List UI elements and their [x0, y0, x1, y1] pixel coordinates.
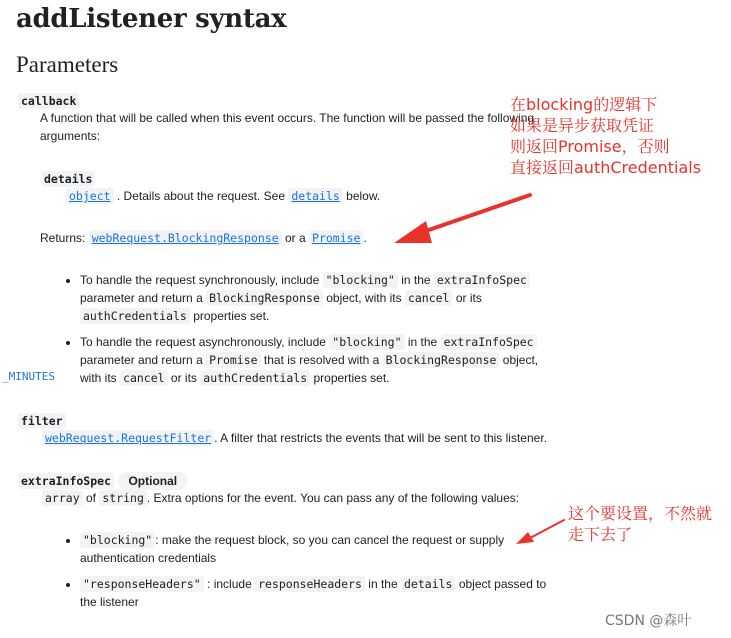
sync-text-l2a: parameter and return a: [80, 291, 203, 305]
extra-code-responseheaders-field: responseHeaders: [255, 576, 365, 592]
async-text-b: in the: [407, 335, 438, 349]
async-text-l3a: with its: [80, 371, 117, 385]
filter-desc: . A filter that restricts the events that will be sent to this listener.: [214, 431, 547, 445]
filter-name: filter: [18, 413, 66, 429]
extra-b2-d: the listener: [80, 595, 139, 609]
sync-bullet: [80, 271, 530, 325]
details-desc-b: below.: [346, 189, 381, 203]
sync-text-l2c: or its: [455, 291, 482, 305]
returns-line: [40, 229, 367, 247]
callback-desc-line2: arguments:: [40, 129, 101, 143]
promise-link[interactable]: Promise: [309, 230, 363, 246]
returns-or: or a: [284, 231, 306, 245]
sidebar-fragment-label[interactable]: _MINUTES: [2, 370, 55, 383]
filter-param-name: [18, 412, 66, 430]
note2-line2: 走下去了: [568, 525, 633, 544]
async-text-l2c: object,: [502, 353, 539, 367]
array-type: array: [42, 490, 83, 506]
note1-line3: 则返回Promise，否则: [510, 137, 670, 156]
annotation-note-2: [568, 503, 712, 545]
callback-param-name: [18, 92, 79, 110]
annotation-arrow-1-icon: [380, 185, 540, 255]
bullet-dot: [66, 279, 70, 283]
sync-text-b: in the: [401, 273, 431, 287]
sync-text-a: To handle the request synchronously, include: [80, 273, 320, 287]
string-type: string: [99, 490, 147, 506]
extra-b1-a: : make the request block, so you can cancel the request or supply: [155, 533, 505, 547]
sync-text-l3: properties set.: [193, 309, 270, 323]
extra-b2-a: : include: [207, 577, 252, 591]
note1-line1: 在blocking的逻辑下: [510, 95, 658, 114]
async-text-l2b: that is resolved with a: [263, 353, 380, 367]
async-text-l3b: or its: [170, 371, 197, 385]
details-link[interactable]: details: [288, 188, 342, 204]
bullet-dot: [66, 341, 70, 345]
extra-code-details: details: [401, 576, 455, 592]
details-desc-a: . Details about the request. See: [116, 189, 285, 203]
async-code-cancel: cancel: [120, 370, 168, 386]
async-bullet: [80, 333, 538, 387]
callback-description: [40, 109, 540, 145]
note1-line2: 如果是异步获取凭证: [510, 116, 655, 135]
extrainfospec-name: extraInfoSpec: [18, 473, 114, 489]
annotation-note-1: [510, 94, 701, 178]
extrainfospec-description: [42, 489, 519, 507]
sync-code-extrainfospec: extraInfoSpec: [434, 272, 530, 288]
bullet-dot: [66, 539, 70, 543]
page-title: addListener syntax: [16, 4, 287, 34]
optional-badge: Optional: [118, 472, 187, 490]
extra-b1-b: authentication credentials: [80, 551, 217, 565]
note2-line1: 这个要设置，不然就: [568, 504, 713, 523]
async-code-blocking: "blocking": [329, 334, 404, 350]
sync-code-authcredentials: authCredentials: [80, 308, 190, 324]
extra-code-responseheaders: "responseHeaders": [80, 576, 204, 592]
blocking-response-link[interactable]: webRequest.BlockingResponse: [89, 230, 282, 246]
async-text-a: To handle the request asynchronously, include: [80, 335, 326, 349]
returns-end: .: [363, 231, 367, 245]
sync-code-cancel: cancel: [405, 290, 453, 306]
async-code-authcredentials: authCredentials: [200, 370, 310, 386]
sync-code-blockingresponse: BlockingResponse: [206, 290, 323, 306]
of-text: of: [85, 491, 96, 505]
extra-code-blocking: "blocking": [80, 532, 155, 548]
async-code-extrainfospec: extraInfoSpec: [441, 334, 537, 350]
annotation-arrow-2-icon: [512, 516, 568, 548]
extra-bullet-blocking: [80, 531, 504, 567]
note1-line4: 直接返回authCredentials: [510, 158, 702, 177]
extra-desc: . Extra options for the event. You can pass any of the following values:: [146, 491, 520, 505]
extra-b2-b: in the: [368, 577, 398, 591]
async-code-promise: Promise: [206, 352, 260, 368]
details-param-name: [41, 170, 95, 188]
async-text-l2a: parameter and return a: [80, 353, 203, 367]
filter-description: [42, 429, 547, 447]
details-description: [66, 187, 380, 205]
async-text-l3c: properties set.: [313, 371, 390, 385]
extra-b2-c: object passed to: [458, 577, 547, 591]
bullet-dot: [66, 583, 70, 587]
extra-bullet-responseheaders: [80, 575, 546, 611]
object-type-link[interactable]: object: [66, 188, 114, 204]
extrainfospec-param-name: [18, 472, 187, 490]
returns-label: Returns:: [40, 231, 86, 245]
async-code-blockingresponse: BlockingResponse: [383, 352, 500, 368]
callback-desc-line1: A function that will be called when this event occurs. The function will be passed the following: [40, 111, 535, 125]
parameters-heading: Parameters: [16, 52, 119, 77]
watermark: CSDN @森叶: [605, 613, 692, 629]
request-filter-link[interactable]: webRequest.RequestFilter: [42, 430, 214, 446]
sync-text-l2b: object, with its: [326, 291, 402, 305]
callback-name: callback: [18, 93, 79, 109]
details-name: details: [41, 171, 95, 187]
sync-code-blocking: "blocking": [323, 272, 398, 288]
